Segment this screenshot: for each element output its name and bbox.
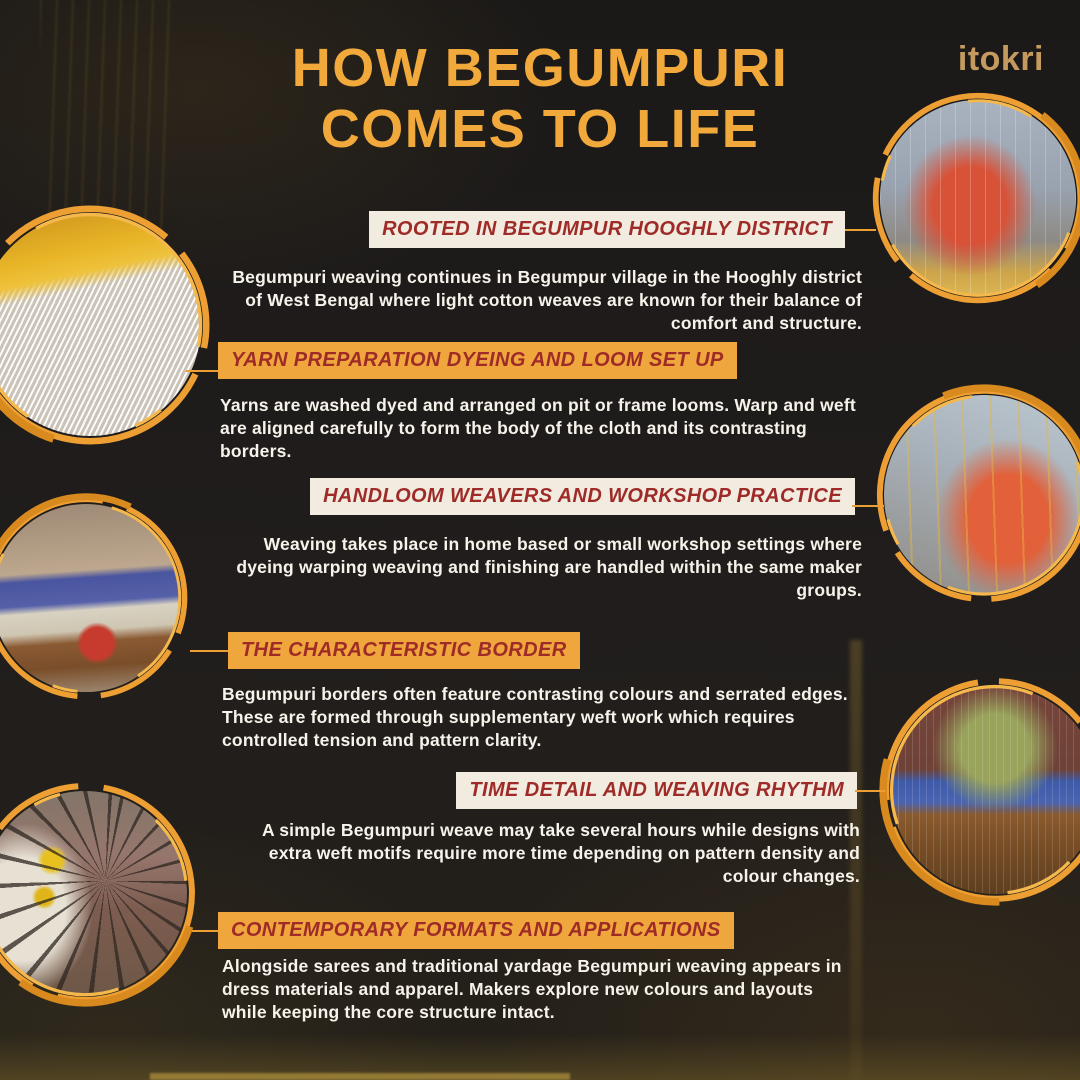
section-6-connector-line [192, 930, 218, 932]
section-6-header-badge: CONTEMPORARY FORMATS AND APPLICATIONS [218, 912, 734, 949]
itokri-logo: itokri [957, 40, 1044, 78]
section-2-body-text: Yarns are washed dyed and arranged on pit or frame looms. Warp and weft are aligned carefully to form the body of the cloth and its contrasting borders. [220, 395, 856, 461]
section-4-connector-line [190, 650, 228, 652]
photo-frame-bottom-right [878, 673, 1080, 907]
photo-frame-bottom-left [0, 778, 200, 1008]
section-3-body-text: Weaving takes place in home based or small workshop settings where dyeing warping weaving and finishing are handled within the same maker groups. [236, 534, 862, 600]
page-title-line-1: HOW BEGUMPURI [291, 38, 789, 98]
brush-ring [878, 673, 1080, 907]
section-2-header-badge: YARN PREPARATION DYEING AND LOOM SET UP [218, 342, 737, 379]
section-5-body-text: A simple Begumpuri weave may take several hours while designs with extra weft motifs require more time depending on pattern density and colour changes. [261, 820, 860, 886]
brush-ring [868, 88, 1080, 308]
photo-frame-mid-right [872, 383, 1080, 607]
section-3-header-badge: HANDLOOM WEAVERS AND WORKSHOP PRACTICE [310, 478, 855, 515]
brush-ring [0, 778, 200, 1008]
section-4-body-text: Begumpuri borders often feature contrasting colours and serrated edges. These are formed through supplementary weft work which requires controlled tension and pattern clarity. [222, 684, 848, 750]
section-4-header-badge: THE CHARACTERISTIC BORDER [228, 632, 580, 669]
section-3-connector-line [852, 505, 884, 507]
brush-ring [0, 492, 192, 704]
section-6-body-text: Alongside sarees and traditional yardage Begumpuri weaving appears in dress materials and apparel. Makers explore new colours and layouts while keeping the core structure intact. [222, 956, 842, 1022]
photo-frame-mid-left [0, 492, 192, 704]
brush-ring [872, 383, 1080, 607]
page-title-line-2: COMES TO LIFE [320, 99, 760, 160]
section-5-connector-line [855, 790, 885, 792]
photo-frame-top-right [868, 88, 1080, 308]
brush-ring [0, 200, 215, 450]
section-5-header-badge: TIME DETAIL AND WEAVING RHYTHM [456, 772, 857, 809]
photo-frame-top-left [0, 200, 215, 450]
section-2-connector-line [186, 370, 218, 372]
section-1-header-badge: ROOTED IN BEGUMPUR HOOGHLY DISTRICT [369, 211, 845, 248]
bottom-photo-edge [150, 1073, 570, 1080]
section-1-connector-line [845, 229, 876, 231]
section-1-body-text: Begumpuri weaving continues in Begumpur village in the Hooghly district of West Bengal where light cotton weaves are known for their balance of comfort and structure. [232, 267, 862, 333]
